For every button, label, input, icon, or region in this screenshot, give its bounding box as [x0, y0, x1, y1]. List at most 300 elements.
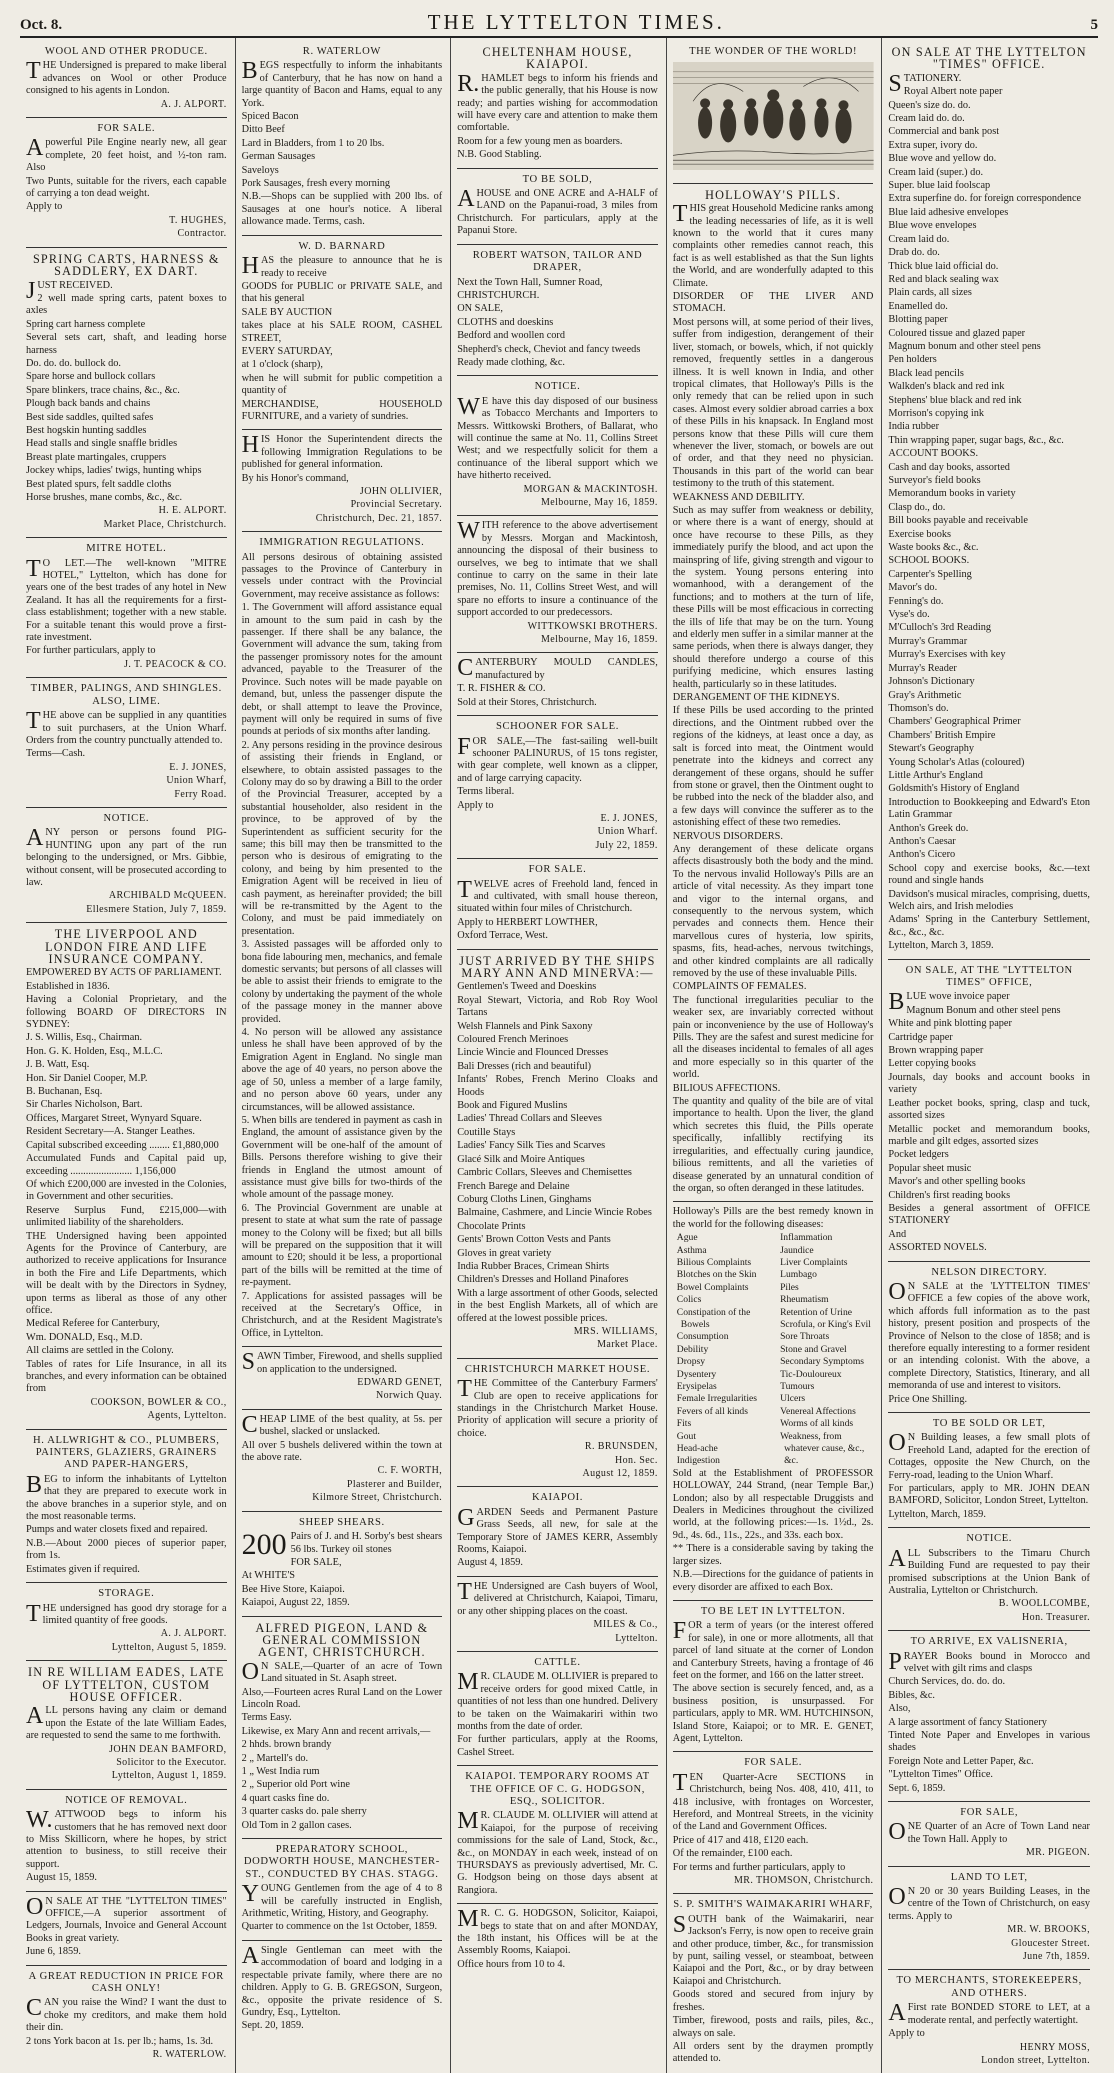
ad-text: Cartridge paper — [888, 1031, 953, 1043]
ad-body — [242, 1883, 443, 1934]
ad-text: Johnson's Dictionary — [888, 676, 975, 688]
ad-text: German Sausages — [241, 151, 316, 163]
ad-text: Kaiapoi, August 22, 1859. — [241, 1597, 350, 1609]
ad-heading: THE LIVERPOOL AND LONDON FIRE AND LIFE INSURANCE COMPANY. — [45, 927, 208, 966]
ad-text: Leather pocket books, spring, clasp and tuck, assorted sizes — [888, 1097, 1090, 1122]
advertisement — [242, 1839, 443, 1941]
ad-text: All orders sent by the draymen promptly attended to. — [672, 2040, 874, 2065]
ad-text: If these Pills be used according to the printed directions, and the Ointment rubbed over the regions of the kidneys, at least once a day, as salt is forced into meat, the Ointment would penetrate into the kidneys and correct any derangement of these organs, should he suffer from stone or gravel, then the Ointment ought to be rubbed into the neck of the bladder also, and a few days will convince the sufferer as to the astonishing effect of these two remedies. — [672, 705, 874, 829]
disease-item: Ulcers — [780, 1393, 806, 1405]
ad-signature: COOKSON, BOWLER & CO., — [90, 1396, 227, 1408]
ad-text: Murray's Grammar — [888, 635, 968, 647]
disease-item: Stone and Gravel — [780, 1343, 847, 1355]
ad-text: Breast plate martingales, cruppers — [26, 451, 167, 463]
ad-heading: R. WATERLOW — [302, 46, 381, 57]
ad-text: GOODS for PUBLIC or PRIVATE SALE, and that his general — [241, 280, 443, 305]
ad-text: Most persons will, at some period of their lives, suffer from indigestion, derangement of their liver, stomach, or bowels, which, if not quickly removed, frequently settles in a dangerous illness. It is well known in India, and other tropical climates, that Holloway's Pills is the only remedy that can be relied upon in such cases. Almost every soldier abroad carries a box of these Pills in his knapsack. In England most persons know that these Pills will cure them whenever the liver, stomach, or bowels are out of order, and that they need no physician. Thousands in this part of the world can bear testimony to the truth of this statement. — [672, 316, 874, 490]
ad-signature: Contractor. — [177, 228, 227, 240]
ad-text: August 4, 1859. — [457, 1557, 523, 1569]
disease-item: Sore Throats — [780, 1331, 830, 1343]
ad-body — [26, 1893, 227, 1959]
ad-body — [457, 1378, 658, 1440]
disease-item: Consumption — [676, 1331, 729, 1343]
ad-text: "Lyttelton Times" Office. — [888, 1769, 993, 1781]
ad-signature: Hon. Treasurer. — [1022, 1611, 1090, 1623]
ad-text: Extra super, ivory do. — [888, 139, 978, 151]
ad-text: Memorandum books in variety — [888, 488, 1016, 500]
ad-body — [26, 60, 227, 97]
ad-text: ON SALE,—Quarter of an acre of Town Land situated in St. Asaph street. — [241, 1658, 443, 1685]
column-4 — [667, 38, 883, 2073]
disease-item: Blotches on the Skin — [676, 1269, 757, 1281]
disease-item: Bowel Complaints — [676, 1281, 749, 1293]
ad-text: W.ATTWOOD begs to inform his customers that he has removed next door to Miss Skillicorn, where he hopes, by strict attention to business, to still receive their support. — [26, 1807, 227, 1870]
ad-body — [26, 1997, 227, 2048]
ad-body — [26, 827, 227, 889]
ad-text: Gray's Arithmetic — [888, 689, 962, 701]
disease-item: Constipation of the Bowels — [676, 1306, 751, 1330]
advertisement — [242, 1941, 443, 2039]
ad-text: Ditto Beef — [241, 124, 285, 136]
advertisement — [457, 1577, 658, 1652]
ad-signature: MR. PIGEON. — [1025, 1847, 1090, 1859]
disease-item: Asthma — [676, 1244, 707, 1256]
ad-signature: MILES & Co., — [593, 1619, 658, 1631]
ad-text: ** There is a considerable saving by taking the larger sizes. — [672, 1543, 874, 1567]
advertisement — [457, 169, 658, 245]
ad-text: TWELVE acres of Freehold land, fenced in and cultivated, with small house thereon, situated within four miles of Christchurch. — [457, 876, 658, 915]
advertisement — [242, 1617, 443, 1840]
ad-body — [457, 1578, 658, 1618]
ad-heading: TO MERCHANTS, STOREKEEPERS, AND OTHERS. — [896, 1975, 1082, 1999]
ad-signature: Union Wharf, — [166, 775, 227, 787]
ad-text: Spring cart harness complete — [26, 318, 146, 330]
ad-text: MR. CLAUDE M. OLLIVIER is prepared to receive orders for good mixed Cattle, in quantities of not less than one hundred. Delivery to be taken on the Waimakariri within two months from the date of order. — [457, 1669, 658, 1732]
ad-text: ON SALE, — [457, 303, 503, 315]
ad-text: Morrison's copying ink — [888, 407, 985, 419]
ad-signature: Lyttelton, August 5, 1859. — [111, 1641, 227, 1653]
advertisement — [26, 1892, 227, 1966]
ad-text: Fenning's do. — [888, 595, 944, 607]
ad-text: Sept. 6, 1859. — [888, 1782, 946, 1794]
ad-text: Goods stored and secured from injury by freshes. — [672, 1989, 874, 2013]
ad-text: Ladies' Thread Collars and Sleeves — [457, 1113, 602, 1125]
ad-text: TEN Quarter-Acre SECTIONS in Christchurch, being Nos. 408, 410, 411, to 418 inclusive, with frontages on Worcester, Hereford, and Montreal Streets, in the vicinity of the Land and Government Offices. — [672, 1769, 874, 1833]
ad-text: Cambric Collars, Sleeves and Chemisettes — [457, 1167, 632, 1179]
ad-text: Room for a few young men as boarders. — [457, 135, 623, 147]
ad-body — [242, 255, 443, 423]
advertisement — [242, 1512, 443, 1617]
ad-text: WITH reference to the above advertisement by Messrs. Morgan and Mackintosh, announcing the disposal of their business to ourselves, we beg to intimate that we shall continue to carry on the same in their late premises, No. 11, Collins Street West, and will spare no efforts to insure a continuance of the support accorded to our predecessors. — [457, 518, 658, 619]
ad-text: EVERY SATURDAY, — [241, 345, 333, 357]
disease-item: Rheumatism — [780, 1294, 829, 1306]
ad-text: CHEAP LIME of the best quality, at 5s. per bushel, slacked or unslacked. — [241, 1411, 443, 1438]
ad-text: THE undersigned has good dry storage for a limited quantity of free goods. — [26, 1600, 227, 1627]
disease-item: Retention of Urine — [780, 1306, 853, 1318]
advertisement — [888, 1802, 1090, 1867]
ad-text: Goldsmith's History of England — [888, 783, 1020, 795]
ad-text: Likewise, ex Mary Ann and recent arrivals,— — [241, 1725, 431, 1737]
ad-text: Gents' Brown Cotton Vests and Pants — [457, 1234, 611, 1246]
ad-text: Any derangement of these delicate organs affects disastrously both the body and the mind. To the nervous invalid Holloway's Pills are an article of vital necessity. As they impart tone and vigor to the internal organs, and consequently to the nervous system, which pervades and connects them. Hence their marvellous cures of hysteria, low spirits, spasms, fits, head-aches, nervous twitchings, and other kindred complaints are all radically removed by the use of these invaluable Pills. — [672, 843, 874, 979]
ad-text: Of the remainder, £100 each. — [672, 1848, 793, 1860]
disease-item: Colics — [676, 1294, 702, 1306]
ad-body — [26, 137, 227, 213]
ad-heading: TO BE LET IN LYTTELTON. — [700, 1605, 846, 1617]
ad-body — [888, 1648, 1090, 1795]
ad-signature: Plasterer and Builder, — [346, 1478, 443, 1490]
ad-text: 2. Any persons residing in the province desirous of assisting their friends in England, or elsewhere, to obtain assisted passages to the Colony may do so by drawing a Bill to the order of the Provincial Treasurer, accepted by a substantial householder, also resident in the province, to be approved of by the Superintendent as sufficient security for the same; this bill may then be transmitted to the person who is desirous of emigrating to the colony, and being by him presented to the Emigration Agent will be received in lieu of cash payment, as hereinafter provided; the bill will be re-transmitted by the Agent to the Colony, and must be paid immediately on presentation. — [241, 739, 443, 937]
ad-text: ON Building leases, a few small plots of Freehold Land, adapted for the erection of Cottages, opposite the New Church, on the Ferry-road, leading to the Union Wharf. — [888, 1430, 1090, 1481]
ad-signature: Market Place. — [597, 1339, 658, 1351]
ad-text: 2 „ Martell's do. — [241, 1752, 309, 1764]
ad-text: The above section is securely fenced, and, as a business position, is unsurpassed. For particulars, apply to MR. WM. HUTCHINSON, Island Store, Kaiapoi; or to MR. E. GENET, Agent, Lyttelton. — [672, 1683, 874, 1744]
ad-text: BEGS respectfully to inform the inhabitants of Canterbury, that he has now on hand a large quantity of Bacon and Hams, equal to any York. — [241, 58, 443, 109]
ad-signature: ARCHIBALD McQUEEN. — [108, 890, 227, 902]
ad-text: FOR SALE, — [290, 1556, 342, 1568]
advertisement — [673, 184, 874, 1203]
ad-text: Holloway's Pills are the best remedy known in the world for the following diseases: — [672, 1206, 874, 1230]
ad-text: Established in 1836. — [26, 980, 110, 992]
ad-text: Several sets cart, shaft, and leading horse harness — [26, 332, 227, 356]
ad-text: Hon. Sir Daniel Cooper, M.P. — [26, 1072, 148, 1084]
ad-signature: B. WOOLLCOMBE, — [998, 1598, 1090, 1610]
ad-text: N.B.—About 2000 pieces of superior paper, from 1s. — [26, 1537, 227, 1562]
ad-text: MR. C. G. HODGSON, Solicitor, Kaiapoi, begs to state that on and after MONDAY, the 18th instant, his Offices will be at the Assembly Rooms, Kaiapoi. — [457, 1906, 658, 1957]
ad-text: 4. No person will be allowed any assistance unless he shall have been approved of by the Emigration Agent in England. No single man above the age of 40 years, no person above the age of 50, unless a member of a large family, and no person above 60 years, under any circumstances, will be allowed assistance. — [241, 1027, 443, 1113]
ad-text: Church Services, do. do. do. — [888, 1676, 1006, 1688]
ad-heading: ALFRED PIGEON, LAND & GENERAL COMMISSION AGENT, CHRISTCHURCH. — [255, 1620, 429, 1660]
ad-body — [457, 277, 658, 370]
advertisement — [457, 653, 658, 716]
ad-body — [888, 1545, 1090, 1598]
ad-text: ALL persons having any claim or demand upon the Estate of the late William Eades, are requested to send the same to me forthwith. — [26, 1703, 227, 1742]
advertisement — [888, 1413, 1090, 1528]
ad-text: Ladies' Fancy Silk Ties and Scarves — [457, 1140, 606, 1152]
column-5 — [882, 38, 1098, 2073]
ad-text: With a large assortment of other Goods, selected in the best English Markets, all of which are offered at the lowest possible prices. — [457, 1287, 658, 1324]
ad-text: Wm. DONALD, Esq., M.D. — [26, 1331, 143, 1343]
ad-body — [457, 657, 658, 709]
ad-signature: Melbourne, May 16, 1859. — [540, 497, 658, 508]
ad-heading: SCHOONER FOR SALE. — [496, 721, 619, 733]
ad-signature: Ellesmere Station, July 7, 1859. — [86, 903, 227, 915]
columns — [20, 38, 1098, 2066]
ad-text: T. R. FISHER & CO. — [457, 683, 546, 695]
ad-signature: MORGAN & MACKINTOSH. — [523, 483, 658, 495]
ad-signature: JOHN DEAN BAMFORD, — [109, 1743, 227, 1755]
ad-heading: FOR SALE, — [960, 1807, 1019, 1818]
advertisement — [242, 41, 443, 236]
ad-body — [26, 710, 227, 761]
ad-heading: HOLLOWAY'S PILLS. — [705, 187, 842, 202]
ad-text: BEG to inform the inhabitants of Lyttelton that they are prepared to execute work in the above branches in a superior style, and on the most reasonable terms. — [26, 1471, 227, 1523]
ad-text: CLOTHS and doeskins — [457, 316, 554, 328]
ad-text: Mavor's do. — [888, 582, 938, 594]
ad-text: Coloured French Merinoes — [457, 1034, 569, 1046]
ad-text: Sold at the Establishment of PROFESSOR HOLLOWAY, 244 Strand, (near Temple Bar,) London; also by all respectable Druggists and Dealers in Medicines throughout the civilized world, at the following prices:—1s. 1½d., 2s. 9d., 4s. 6d., 11s., 22s., and 33s. each box. — [672, 1467, 874, 1541]
ad-text: Best side saddles, quilted safes — [26, 411, 154, 423]
engraving-illustration — [673, 62, 874, 170]
ad-text: AHOUSE and ONE ACRE and A-HALF of LAND on the Papanui-road, 3 miles from Christchurch. For particulars, apply at the Papanui Store. — [457, 186, 658, 237]
ad-text: Gloves in great variety — [457, 1247, 552, 1259]
ad-text: ON 20 or 30 years Building Leases, in the centre of the Town of Christchurch, on easy terms. Apply to — [888, 1884, 1090, 1922]
ad-text: ON SALE at the 'LYTTELTON TIMES' OFFICE a few copies of the above work, which affords full information as to the past history, present position and prospects of the Province of Nelson to the close of 1858; and is therefore equally interesting to a former resident or an intending colonist. With the above, a complete Directory, Statistics, Itinerary, and all memoranda of use and interest to visitors. — [888, 1278, 1090, 1392]
ad-text: Chambers' British Empire — [888, 729, 996, 741]
ad-text: Tinted Note Paper and Envelopes in various shades — [888, 1729, 1090, 1754]
ad-text: YOUNG Gentlemen from the age of 4 to 8 will be carefully instructed in English, Arithmetic, Writing, History, and Geography. — [241, 1881, 443, 1920]
disease-item: Gout — [676, 1430, 696, 1442]
ad-body — [888, 70, 1090, 953]
ad-text: Lyttelton, March, 1859. — [888, 1508, 986, 1520]
ad-text: Lard in Bladders, from 1 to 20 lbs. — [241, 137, 385, 149]
ad-text: Balmaine, Cashmere, and Lincie Wincie Robes — [457, 1207, 652, 1219]
advertisement — [457, 376, 658, 516]
ad-text: Terms—Cash. — [26, 748, 86, 760]
ad-text: Plain cards, all sizes — [888, 287, 972, 299]
ad-text: Cream laid do. do. — [888, 113, 965, 125]
ad-text: Introduction to Bookkeeping and Edward's Eton Latin Grammar — [888, 796, 1090, 821]
ad-text: ANY person or persons found PIG-HUNTING upon any part of the run belonging to the undersigned, or Mrs. Gibbie, without consent, will be prosecuted according to law. — [26, 825, 227, 888]
disease-item: Fits — [676, 1418, 692, 1430]
ad-text: 3. Assisted passages will be afforded only to bona fide labouring men, mechanics, and female domestic servants; but persons of all classes will be able to assist their friends to emigrate to the colony by undertaking the payment of the whole of the passage money in the manner above provided. — [241, 939, 443, 1025]
ad-body — [673, 1206, 874, 1231]
disease-item: Inflammation — [780, 1232, 833, 1244]
ad-text: Magnum Bonum and other steel pens — [906, 1004, 1061, 1016]
advertisement — [26, 248, 227, 539]
column-2 — [236, 38, 452, 2073]
ad-text: Jockey whips, ladies' twigs, hunting whips — [26, 465, 202, 477]
ad-body — [457, 188, 658, 238]
ad-signature: June 7th, 1859. — [1022, 1951, 1090, 1963]
disease-item: Piles — [780, 1281, 799, 1293]
advertisement — [26, 41, 227, 118]
ad-text: Chambers' Geographical Primer — [888, 716, 1021, 728]
ad-heading: CHELTENHAM HOUSE, KAIAPOI. — [482, 45, 633, 72]
ad-text: 6. The Provincial Government are unable at present to state at what sum the rate of passage money to the Colony will be fixed; but all bills will be prepared on the supposition that it will amount to £20; should it be less, a proportional part of the bills will be remitted at the time of re-payment. — [241, 1202, 443, 1289]
ad-text: WEAKNESS AND DEBILITY. — [672, 491, 805, 503]
ad-text: Having a Colonial Proprietary, and the following BOARD OF DIRECTORS IN SYDNEY: — [26, 994, 227, 1031]
ad-text: CHRISTCHURCH. — [457, 289, 540, 301]
advertisement — [26, 1583, 227, 1661]
ad-signature: Provincial Secretary. — [350, 499, 443, 511]
advertisement — [457, 1652, 658, 1766]
ad-body — [457, 733, 658, 812]
advertisement — [26, 808, 227, 923]
ad-text: WE have this day disposed of our business as Tobacco Merchants and Importers to Messrs. Wittkowski Brothers, of Ballarat, who will continue the same at No. 11, Collins Street West; and we respectfully solicit for them a continuance of the liberal support which we have hitherto received. — [457, 393, 658, 482]
ad-heading: CHRISTCHURCH MARKET HOUSE. — [464, 1363, 651, 1375]
advertisement — [26, 1790, 227, 1892]
ad-signature: Market Place, Christchurch. — [103, 518, 227, 530]
ad-text: when he will submit for public competition a quantity of — [241, 372, 443, 397]
advertisement — [242, 236, 443, 431]
advertisement — [26, 538, 227, 678]
advertisement — [457, 41, 658, 169]
ad-text: Sept. 20, 1859. — [241, 2020, 304, 2032]
ad-text: ASSORTED NOVELS. — [888, 1242, 987, 1254]
ad-text: TO LET.—The well-known "MITRE HOTEL," Lyttelton, which has done for years one of the best trades of any hotel in New Zealand. It has all the requirements for a first-class establishment; together with a new stable. For a suitable tenant this would prove a first-rate investment. — [26, 555, 227, 644]
ad-body — [457, 393, 658, 483]
ad-text: M'Culloch's 3rd Reading — [888, 622, 992, 634]
ad-text: Quarter to commence on the 1st October, 1859. — [241, 1921, 438, 1933]
ad-text: Extra superfine do. for foreign correspondence — [888, 193, 1082, 205]
ad-text: Pork Sausages, fresh every morning — [241, 178, 391, 190]
disease-item: Debility — [676, 1343, 709, 1355]
ad-text: Metallic pocket and memorandum books, marble and gilt edges, assorted sizes — [888, 1123, 1090, 1147]
ad-text: CAN you raise the Wind? I want the dust to choke my creditors, and make them hold their din. — [26, 1995, 227, 2034]
advertisement — [673, 1752, 874, 1894]
advertisement — [242, 430, 443, 532]
ad-text: 7. Applications for assisted passages will be received at the Secretary's Office, in Christchurch, and at the Resident Magistrate's Office, in Lyttelton. — [241, 1290, 443, 1339]
ad-text: SALE BY AUCTION — [241, 306, 333, 318]
ad-heading: JUST ARRIVED BY THE SHIPS MARY ANN AND MINERVA:— — [459, 953, 656, 980]
advertisement — [457, 245, 658, 377]
ad-heading: FOR SALE. — [744, 1757, 802, 1769]
advertisement — [242, 1410, 443, 1512]
disease-list — [673, 1232, 874, 1468]
ad-text: JUST RECEIVED. — [26, 277, 113, 304]
ad-signature: J. T. PEACOCK & CO. — [124, 658, 227, 670]
ad-text: 2 tons York bacon at 1s. per lb.; hams, 1s. 3d. — [26, 2035, 214, 2047]
ad-text: MR. CLAUDE M. OLLIVIER will attend at Kaiapoi, for the purpose of receiving commissions for the sale of Land, Stock, &c., &c., on MONDAY in each week, instead of on THURSDAYS as previously advertised, Mr. C. G. Hodgson being on those days absent at Rangiora. — [457, 1808, 658, 1896]
disease-item: Ague — [676, 1232, 698, 1244]
ad-text: Capital subscribed exceeding ........ £1,880,000 — [26, 1139, 219, 1151]
ad-text: Drab do. do. — [888, 247, 940, 259]
ad-text: Murray's Exercises with key — [888, 649, 1006, 661]
advertisement — [457, 1359, 658, 1488]
ad-text: Thomson's do. — [888, 702, 949, 714]
advertisement — [888, 1528, 1090, 1631]
advertisement — [673, 1601, 874, 1752]
ad-signature: R. WATERLOW. — [152, 2049, 227, 2061]
ad-text: Medical Referee for Canterbury, — [26, 1318, 160, 1330]
advertisement — [673, 1894, 874, 2071]
ad-text: SCHOOL BOOKS. — [888, 555, 970, 567]
ad-heading: ROBERT WATSON, TAILOR AND DRAPER, — [472, 249, 643, 274]
ad-text: Welsh Flannels and Pink Saxony — [457, 1020, 593, 1032]
ad-text: Bedford and woollen cord — [457, 330, 565, 342]
ad-body — [26, 1471, 227, 1576]
issue-date: Oct. 8. — [20, 17, 63, 33]
page-number: 5 — [1090, 17, 1098, 33]
ad-text: Anthon's Greek do. — [888, 822, 969, 834]
ad-text: Apply to — [457, 799, 494, 811]
ad-text: Cash and day books, assorted — [888, 461, 1010, 473]
ad-text: August 15, 1859. — [26, 1872, 97, 1884]
ad-signature: Solicitor to the Executor. — [116, 1756, 227, 1768]
ad-heading: SHEEP SHEARS. — [299, 1516, 385, 1528]
ad-signature: T. HUGHES, — [169, 214, 227, 226]
ad-text: Spiced Bacon — [241, 111, 299, 123]
ad-signature: Kilmore Street, Christchurch. — [312, 1492, 443, 1504]
ad-text: Gentlemen's Tweed and Doeskins — [457, 981, 597, 993]
ad-text: For terms and further particulars, apply to — [672, 1861, 846, 1873]
ad-text: Enamelled do. — [888, 300, 948, 312]
ad-signature: A. J. ALPORT. — [160, 1628, 227, 1640]
advertisement — [888, 1262, 1090, 1413]
ad-text: Brown wrapping paper — [888, 1045, 984, 1057]
ad-body — [242, 60, 443, 228]
ad-signature: E. J. JONES, — [169, 761, 227, 773]
ad-text: Best hogskin hunting saddles — [26, 424, 147, 436]
ad-body — [241, 1658, 443, 1832]
ad-text: HIS Honor the Superintendent directs the following Immigration Regulations to be published for general information. — [241, 432, 443, 471]
advertisement — [457, 1766, 658, 1904]
advertisement — [673, 41, 874, 184]
advertisement — [26, 678, 227, 808]
column-1 — [20, 38, 236, 2073]
ad-heading: TIMBER, PALINGS, AND SHINGLES. ALSO, LIME. — [30, 683, 222, 707]
disease-item: Liver Complaints — [780, 1256, 848, 1268]
ad-text: Journals, day books and account books in variety — [888, 1071, 1090, 1096]
ad-signature: Agents, Lyttelton. — [147, 1410, 227, 1422]
ad-text: Lincie Wincie and Flounced Dresses — [457, 1047, 609, 1059]
ad-text: Blue wove and yellow do. — [888, 153, 997, 165]
ad-text: Infants' Robes, French Merino Cloaks and Hoods — [457, 1074, 658, 1098]
ad-text: Stephens' blue black and red ink — [888, 394, 1022, 406]
ad-body — [888, 1278, 1090, 1406]
ad-heading: PREPARATORY SCHOOL, DODWORTH HOUSE, MANCHESTER-ST., CONDUCTED BY CHAS. STAGG. — [243, 1844, 440, 1880]
ad-text: Pocket ledgers — [888, 1149, 949, 1161]
ad-text: Resident Secretary—A. Stanger Leathes. — [26, 1126, 195, 1138]
ad-text: Plough back bands and chains — [26, 398, 151, 410]
disease-item: Fevers of all kinds — [676, 1405, 748, 1417]
ad-body — [241, 1942, 443, 2033]
ad-text: Waste books &c., &c. — [888, 542, 979, 554]
ad-text: J. S. Willis, Esq., Chairman. — [26, 1032, 143, 1044]
ad-body — [242, 1351, 443, 1376]
ad-text: Glacé Silk and Moire Antiques — [457, 1153, 585, 1165]
ad-text: Best plated spurs, felt saddle cloths — [26, 478, 172, 490]
advertisement — [888, 41, 1090, 960]
ad-text: Anthon's Cicero — [888, 849, 956, 861]
advertisement — [242, 532, 443, 1347]
ad-text: School copy and exercise books, &c.—text round and single hands — [888, 862, 1090, 887]
ad-text: Blotting paper — [888, 314, 948, 326]
ad-text: Children's Dresses and Holland Pinafores — [457, 1274, 629, 1286]
ad-text: Davidson's musical miracles, comprising, duetts, Welch airs, and Irish melodies — [888, 888, 1090, 912]
ad-body — [457, 520, 658, 619]
ad-text: Blue wove envelopes — [888, 220, 977, 232]
ad-text: 1. The Government will afford assistance equal in amount to the sum paid in cash by the passenger. If there shall be any balance, the Government will advance the sum, taking from the passenger promissory notes for the amount advanced, payable to the Treasurer of the Province. Such notes will be made payable on demand, but, unless the passenger dispute the debt, or shall attempt to leave the Province, payment will only be required in sums of five pounds at periods of six months after landing. — [241, 602, 443, 738]
ad-text: GARDEN Seeds and Permanent Pasture Grass Seeds, all new, for sale at the Temporary Store of JAMES KERR, Assembly Rooms, Kaiapoi. — [457, 1504, 658, 1556]
ad-text: Offices, Margaret Street, Wynyard Square. — [26, 1112, 202, 1124]
ad-text: 2 hhds. brown brandy — [241, 1739, 332, 1751]
ad-body — [26, 1705, 227, 1742]
ad-text: Horse brushes, mane combs, &c., &c. — [26, 492, 183, 503]
ad-signature: Lyttelton. — [615, 1632, 658, 1644]
ad-body — [673, 1620, 874, 1745]
ad-text: Blue laid adhesive envelopes — [888, 206, 1009, 218]
advertisement — [26, 1966, 227, 2068]
ad-text: DISORDER OF THE LIVER AND STOMACH. — [672, 291, 874, 315]
ad-text: French Barege and Delaine — [457, 1180, 570, 1192]
ad-text: Red and black sealing wax — [888, 273, 999, 285]
ad-body — [457, 70, 658, 162]
ad-text: Anthon's Caesar — [888, 835, 956, 847]
ad-heading: LAND TO LET, — [950, 1871, 1028, 1883]
ad-text: Coloured tissue and glazed paper — [888, 327, 1026, 339]
ad-signature: HENRY MOSS, — [1019, 2041, 1090, 2053]
ad-text: And — [888, 1228, 907, 1240]
ad-signature: WITTKOWSKI BROTHERS. — [527, 620, 658, 632]
ad-body — [888, 2002, 1090, 2040]
ad-body — [26, 277, 227, 505]
ad-signature: MRS. WILLIAMS, — [573, 1325, 658, 1337]
ad-text: Royal Albert note paper — [903, 86, 1003, 98]
ad-text: BLUE wove invoice paper — [888, 989, 1010, 1016]
ad-text: ACCOUNT BOOKS. — [888, 448, 979, 460]
